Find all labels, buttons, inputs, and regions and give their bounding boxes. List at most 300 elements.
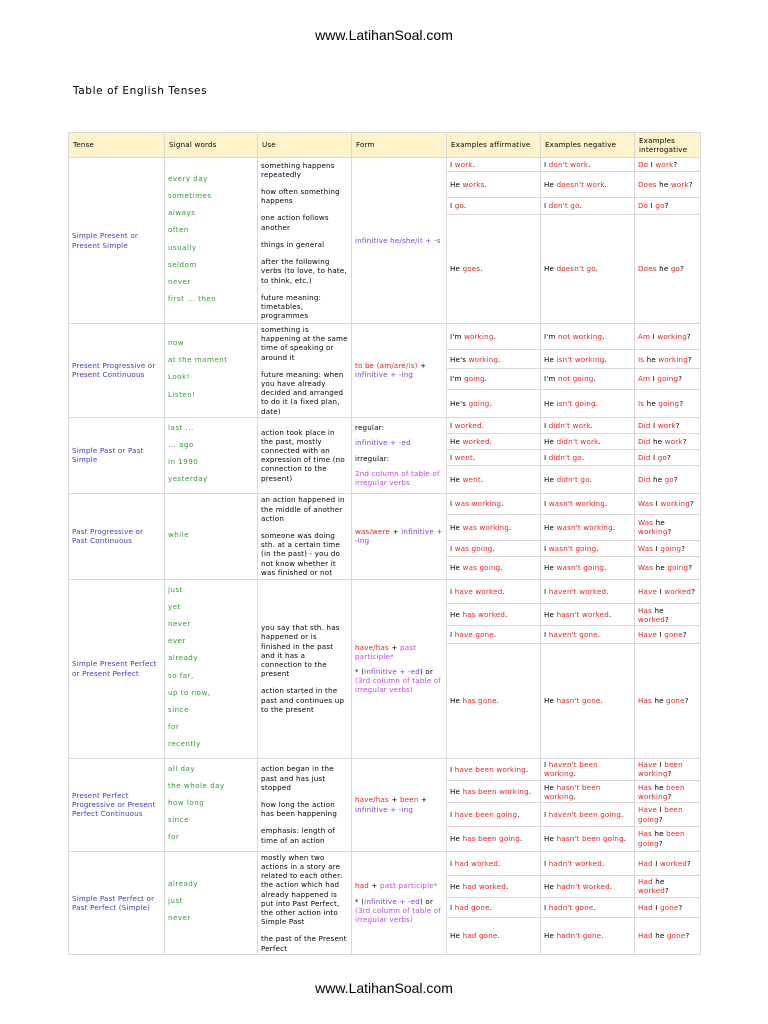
example-segment: He [450,179,463,189]
table-row [69,493,701,514]
example-segment: worked [638,886,665,896]
example-segment: . [519,834,523,843]
form-segment: have/has [355,795,389,805]
example-segment: . [480,264,483,274]
form-cell [352,851,447,954]
example-segment: works [462,179,485,189]
example-segment: I [544,543,549,553]
example-segment: ? [667,791,672,801]
example-segment: going [468,398,490,408]
example-segment: ? [681,543,686,553]
tense-cell: Simple Past or Past Simple [69,417,165,493]
example-segment: I'm [544,374,559,384]
example-segment: He [544,474,557,484]
example-affirmative [447,803,541,826]
example-segment: Did [638,452,651,462]
example-segment: . [623,834,627,843]
example-negative [541,758,635,780]
example-segment: worked [638,614,665,624]
example-affirmative [447,389,541,417]
example-interrogative [635,851,701,875]
example-segment: I [450,764,455,774]
form-segment: past participle* [355,642,417,661]
example-segment: ? [678,902,683,912]
example-segment: Was [638,499,654,509]
example-segment: have been working [454,764,526,774]
example-segment: hadn't gone [556,931,602,941]
example-segment: isn't going [556,398,596,408]
example-segment: Was [638,543,654,553]
example-segment: . [463,201,467,211]
example-segment: . [497,931,500,941]
form-line [355,469,443,487]
signal-word: how long [168,798,205,808]
example-segment: Has [638,605,652,615]
example-interrogative [635,324,701,350]
use-line: you say that sth. has happened or is finished in the past and it has a connection to the present [261,623,340,679]
example-segment: ? [658,814,663,824]
example-segment: haven't worked [548,586,607,596]
example-segment: was working [462,522,509,532]
form-line [355,361,443,379]
example-interrogative [635,579,701,604]
signal-word: ever [168,636,186,646]
example-segment: Does [638,264,657,274]
example-segment: . [606,586,609,596]
example-segment: . [492,543,495,553]
example-segment: goes [462,264,481,274]
example-segment: . [600,696,603,706]
example-segment: . [517,809,520,819]
example-interrogative [635,897,701,917]
example-segment: . [573,791,577,801]
example-negative [541,781,635,803]
example-segment: ? [679,398,684,408]
form-segment: (3rd column of table of irregular verbs) [355,905,441,924]
example-segment: Had [638,931,653,941]
form-segment: irregular: [355,453,390,463]
example-segment: Does [638,179,657,189]
form-segment: 2nd column of table of irregular verbs [355,468,440,488]
example-segment: . [493,629,497,639]
signal-words-cell [165,417,258,493]
signal-words-cell [165,493,258,579]
example-segment: gone [664,629,683,639]
example-segment: . [498,858,501,868]
example-segment: I [450,629,455,639]
example-segment: . [481,420,485,430]
example-segment: working [658,354,688,364]
signal-word: while [168,529,190,539]
tense-cell: Present Progressive or Present Continuous [69,324,165,418]
example-interrogative [635,781,701,803]
example-segment: I [544,760,549,770]
example-segment: gone [660,902,679,912]
example-segment: I [657,629,665,639]
example-segment: wasn't going [556,563,605,573]
tense-cell: Simple Past Perfect or Past Perfect (Simple) [69,851,165,954]
example-segment: hasn't gone [556,696,601,706]
example-segment: He [450,834,463,843]
example-segment: doesn't go [556,264,596,274]
use-line: the past of the Present Perfect [261,934,347,953]
example-segment: He [450,931,463,941]
example-segment: didn't go [548,452,582,462]
tense-cell: Simple Present Perfect or Present Perfect [69,579,165,758]
example-segment: . [605,499,608,509]
example-segment: I [648,201,656,211]
example-segment: He [544,782,557,792]
example-segment: he [650,436,665,446]
example-segment: ? [682,436,687,446]
example-segment: He's [450,354,469,364]
example-segment: worked [664,586,692,596]
example-segment: ? [688,179,693,189]
example-interrogative [635,803,701,826]
example-segment: he [644,354,659,364]
form-segment: infinitive + -ing [355,804,414,814]
example-segment: work [655,159,674,169]
column-header: Use [258,133,352,158]
example-segment: ? [688,563,693,573]
column-header: Examples interrogative [635,133,701,158]
example-interrogative [635,826,701,851]
example-segment: I [544,499,549,509]
example-segment: been going [638,829,685,848]
signal-word: often [168,225,189,235]
use-line: action started in the past and continues up to the present [261,686,345,714]
example-interrogative [635,514,701,540]
example-segment: I [544,902,549,912]
use-cell [258,493,352,579]
form-segment: to be (am/are/is) [355,361,418,371]
use-line: how long the action has been happening [261,800,338,819]
example-negative [541,604,635,626]
example-segment: has worked [462,610,506,620]
example-segment: . [509,522,512,532]
example-segment: I'm [450,374,465,384]
signal-word: for [168,722,180,732]
example-segment: wasn't working [548,499,606,509]
example-segment: had gone [462,931,498,941]
example-segment: gone [666,931,686,941]
example-segment: . [598,436,601,446]
example-segment: . [595,264,599,274]
example-segment: Was [638,563,654,573]
form-segment: had [355,881,369,891]
example-negative [541,433,635,449]
example-segment: ? [678,374,683,384]
example-segment: ? [682,629,687,639]
example-negative [541,369,635,389]
example-segment: He [450,610,463,620]
example-segment: I [450,499,455,509]
example-affirmative [447,579,541,604]
example-segment: went [462,474,481,484]
example-segment: Have [638,760,658,770]
example-segment: I [652,902,660,912]
table-body [69,158,701,955]
signal-word: since [168,705,189,715]
example-segment: I [650,332,658,341]
example-segment: I [544,420,549,430]
example-segment: he [653,563,668,573]
signal-words-cell [165,324,258,418]
form-segment: + [417,361,427,371]
signal-word: for [168,832,180,842]
signal-word: never [168,276,191,286]
example-segment: He [544,563,557,573]
example-segment: ? [686,858,691,868]
example-segment: going [658,398,680,408]
form-line [355,438,443,447]
example-segment: . [579,201,582,211]
example-segment: went [454,452,473,462]
signal-word: since [168,815,189,825]
example-segment: He [544,881,557,891]
table-row [69,758,701,780]
example-segment: . [604,179,607,189]
example-segment: been going [638,805,683,824]
example-segment: working [638,527,668,537]
form-segment: + [388,795,400,805]
use-line: future meaning: timetables, programmes [261,292,322,321]
example-affirmative [447,493,541,514]
example-segment: . [473,452,476,462]
form-segment: infinitive + -ing [355,526,443,546]
example-segment: He [450,474,463,484]
example-segment: I [450,809,455,819]
example-segment: was going [454,543,493,553]
example-segment: He [450,787,463,797]
example-segment: have been going [454,809,518,819]
example-segment: . [621,809,624,819]
column-header: Form [352,133,447,158]
example-segment: I [648,159,656,169]
form-segment: infinitive + -ed [355,438,411,448]
signal-word: now [168,338,185,347]
table-row [69,851,701,875]
example-segment: . [588,159,591,169]
example-segment: has been going [462,834,520,843]
example-segment: go [664,474,674,484]
example-segment: didn't work [556,436,599,446]
signal-word: Look! [168,372,190,382]
example-segment: . [601,858,605,868]
table-row [69,417,701,433]
example-segment: He [544,436,557,446]
example-segment: ? [664,614,669,624]
form-segment: been [400,795,419,805]
example-negative [541,449,635,465]
example-segment: doesn't work [556,179,605,189]
example-segment: work [454,159,473,169]
use-line: one action follows another [261,213,329,232]
example-interrogative [635,449,701,465]
example-segment: . [604,354,607,364]
form-segment: have/has [355,642,389,652]
example-segment: going [657,374,679,384]
example-interrogative [635,350,701,369]
example-segment: He [544,610,557,620]
example-segment: ? [684,696,689,706]
use-line: action took place in the past, mostly connected with an expression of time (no connection to the present) [261,427,345,483]
example-segment: he [652,931,667,941]
form-segment: infinitive + -ed [364,896,420,906]
example-affirmative [447,643,541,758]
signal-word: the whole day [168,780,225,790]
example-segment: don't work [548,159,589,169]
example-segment: haven't been working [544,760,598,779]
example-interrogative [635,540,701,556]
use-line: things in general [261,239,325,249]
table-row [69,324,701,350]
form-cell [352,493,447,579]
example-segment: go [657,452,667,462]
example-segment: Did [638,436,651,446]
example-segment: I [544,201,549,211]
example-segment: . [500,563,503,573]
example-segment: hasn't worked [556,610,609,620]
example-segment: ? [687,354,692,364]
example-segment: I [544,586,549,596]
example-segment: I [450,543,455,553]
example-segment: Do [638,159,649,169]
use-line: something is happening at the same time of speaking or around it [261,325,348,362]
signal-word: up to now, [168,687,211,697]
example-interrogative [635,369,701,389]
example-segment: Has [638,829,652,839]
form-line [355,454,443,463]
example-segment: haven't been going [548,809,622,819]
example-negative [541,579,635,604]
form-segment: infinitive + -ed [364,667,420,677]
example-segment: didn't go [556,474,590,484]
example-segment: . [590,420,594,430]
example-segment: he [651,696,667,706]
example-segment: . [593,902,596,912]
tense-cell: Simple Present or Present Simple [69,158,165,324]
example-segment: Has [638,696,652,706]
example-segment: he [650,474,665,484]
example-negative [541,556,635,579]
use-line: how often something happens [261,187,340,206]
example-segment: He [450,696,463,706]
example-segment: have worked [454,586,503,596]
example-segment: . [601,931,604,941]
example-negative [541,918,635,955]
example-segment: I [544,858,549,868]
example-segment: working [657,332,687,341]
form-line [355,236,443,245]
signal-words-cell [165,158,258,324]
example-segment: ? [664,201,669,211]
example-segment: had worked [462,881,506,891]
signal-word: recently [168,739,201,749]
example-affirmative [447,851,541,875]
example-affirmative [447,198,541,215]
example-segment: I [650,374,658,384]
example-segment: ? [667,452,671,462]
example-interrogative [635,389,701,417]
header-row [69,133,701,158]
example-negative [541,493,635,514]
form-line [355,897,443,925]
use-line: mostly when two actions in a story are related to each other: the action which had already happened is put into Past Perfect, the other action into Simple Past [261,852,343,927]
signal-words-cell [165,851,258,954]
use-line: future meaning: when you have already decided and arranged to do it (a fixed plan, date) [261,369,344,416]
example-affirmative [447,826,541,851]
signal-word: yesterday [168,474,208,484]
example-segment: . [484,179,487,189]
example-affirmative [447,876,541,898]
form-segment: was/were [355,526,391,536]
example-segment: I [450,159,455,169]
example-segment: hasn't been working [544,782,601,801]
example-segment: ? [658,838,663,848]
example-segment: ? [680,264,685,274]
example-segment: hadn't gone [548,902,594,912]
use-cell [258,851,352,954]
example-segment: I [544,809,549,819]
example-negative [541,417,635,433]
example-negative [541,826,635,851]
example-interrogative [635,918,701,955]
example-negative [541,897,635,917]
signal-word: Listen! [168,389,196,399]
example-segment: ? [685,931,690,941]
example-segment: ? [667,769,672,779]
example-segment: . [489,902,493,912]
example-segment: . [589,474,593,484]
example-segment: I [450,201,455,211]
example-segment: Have [638,586,658,596]
example-segment: has gone [462,696,497,706]
form-segment: + [388,642,400,652]
example-segment: I [653,543,661,553]
example-segment: Do [638,201,649,211]
example-affirmative [447,449,541,465]
use-cell [258,158,352,324]
example-segment: . [528,787,532,797]
form-segment: regular: [355,423,385,433]
example-segment: He [544,398,557,408]
form-segment: * ( [355,667,365,677]
example-negative [541,851,635,875]
example-affirmative [447,466,541,494]
example-segment: have gone [454,629,494,639]
example-segment: . [496,696,500,706]
example-segment: . [505,610,508,620]
example-segment: . [581,452,585,462]
table-row [69,158,701,172]
signal-words-cell [165,758,258,851]
example-segment: . [525,764,529,774]
form-segment: + [418,795,428,805]
example-segment: working [464,332,494,341]
example-segment: I [450,858,455,868]
example-segment: haven't gone [548,629,598,639]
form-line [355,795,443,813]
example-affirmative [447,626,541,643]
example-segment: Is [638,354,645,364]
example-segment: . [501,499,504,509]
example-segment: was working [454,499,502,509]
example-segment: had worked [454,858,499,868]
example-segment: I [450,902,455,912]
tenses-table [68,132,700,953]
signal-word: already [168,878,198,888]
